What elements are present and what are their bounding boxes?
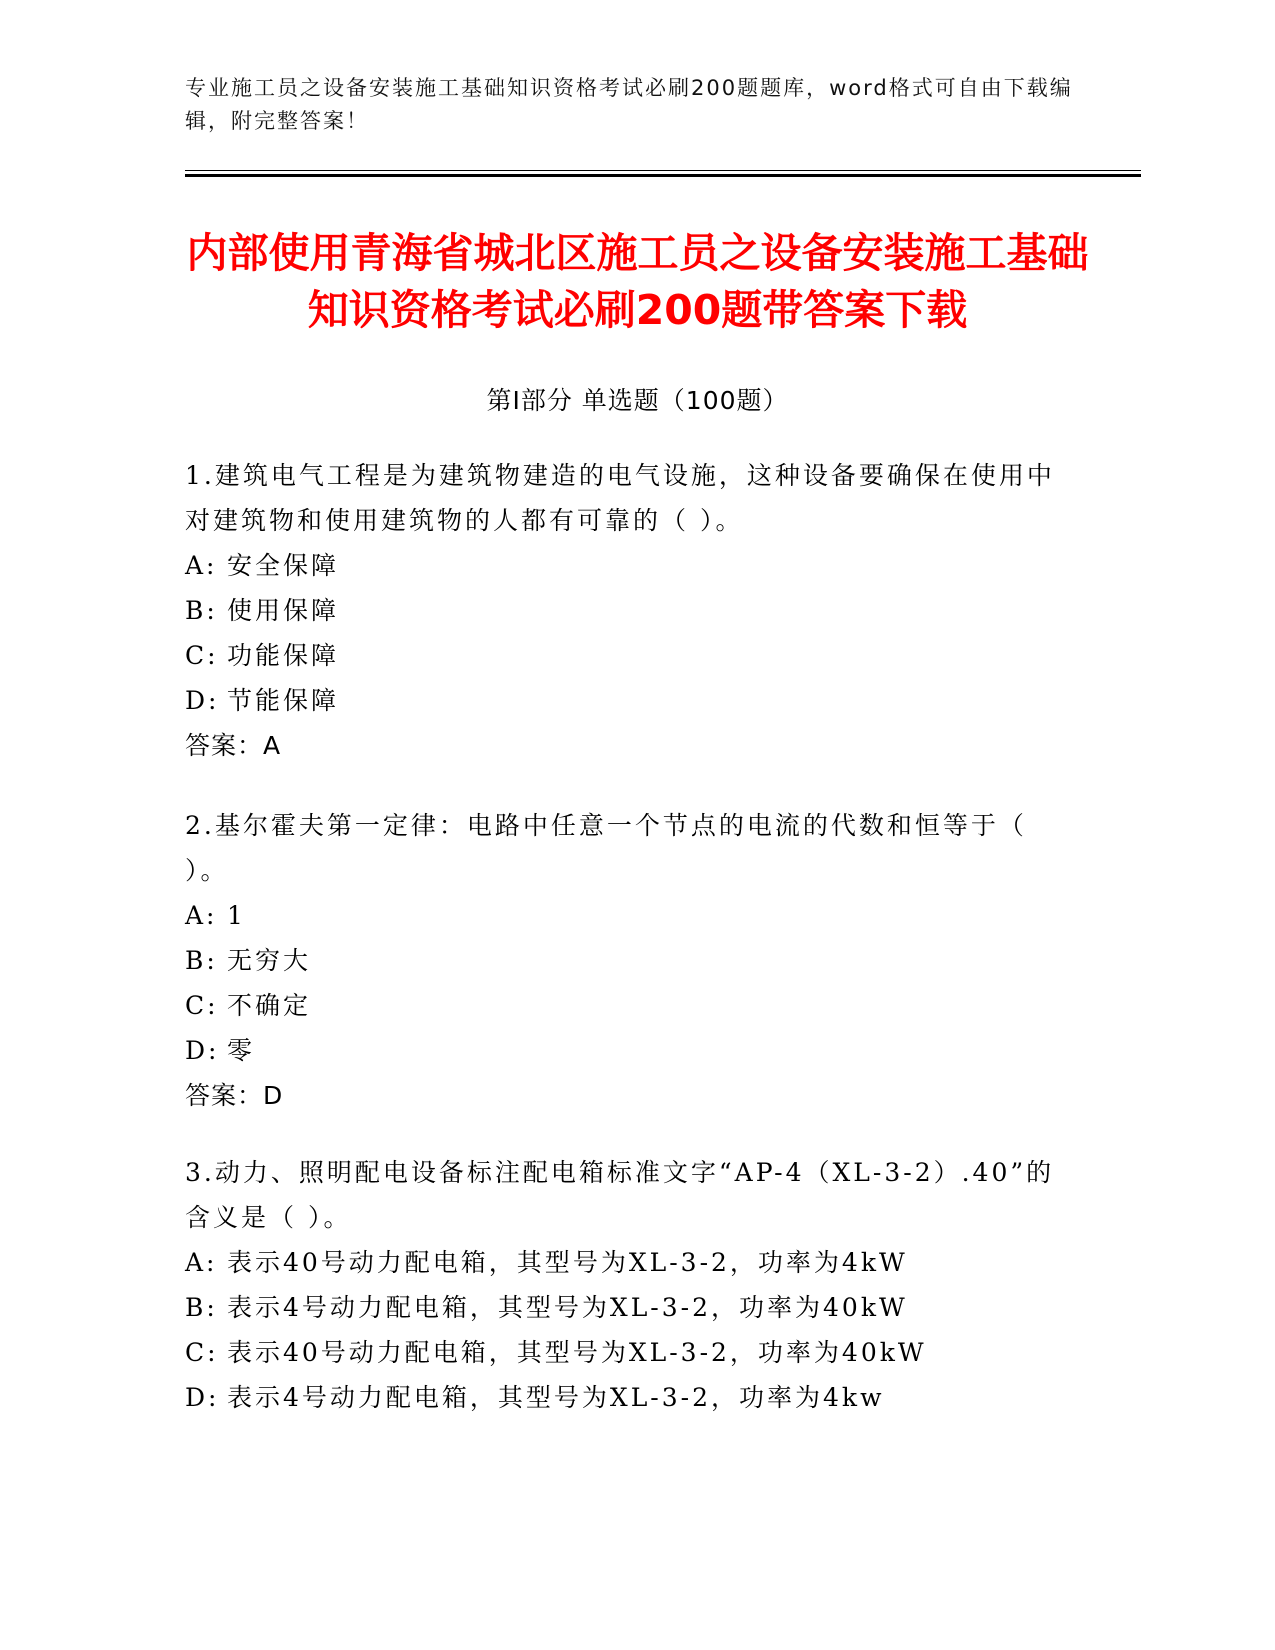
document-title: 内部使用青海省城北区施工员之设备安装施工基础知识资格考试必刷200题带答案下载	[186, 229, 1089, 334]
option-key: A:	[185, 551, 218, 580]
option-key: D:	[185, 686, 220, 715]
header-note: 专业施工员之设备安装施工基础知识资格考试必刷200题题库，word格式可自由下载编辑，附完整答案！	[185, 76, 1073, 133]
question-stem: 3.动力、照明配电设备标注配电箱标准文字“AP-4（XL-3-2）.40”的含义是（ ）。	[185, 1158, 1055, 1232]
option-text: 零	[227, 1036, 256, 1065]
option-text: 不确定	[227, 991, 312, 1020]
section-title: 第Ⅰ部分 单选题（100题）	[486, 386, 789, 415]
option-text: 表示4号动力配电箱，其型号为XL-3-2，功率为40kW	[227, 1293, 908, 1322]
question-option-b	[185, 938, 1080, 983]
option-key: A:	[185, 1248, 218, 1277]
header-rule-thick	[185, 174, 1141, 177]
question-stem: 2.基尔霍夫第一定律：电路中任意一个节点的电流的代数和恒等于（ ）。	[185, 811, 1027, 885]
option-text: 节能保障	[227, 686, 340, 715]
option-key: C:	[185, 991, 219, 1020]
question-answer: 答案：D	[185, 1081, 284, 1110]
option-text: 表示40号动力配电箱，其型号为XL-3-2，功率为40kW	[227, 1338, 927, 1367]
option-key: B:	[185, 596, 218, 625]
question-2	[185, 803, 1080, 1118]
question-3	[185, 1150, 1080, 1420]
option-text: 安全保障	[227, 551, 340, 580]
question-option-c	[185, 1330, 1080, 1375]
option-text: 功能保障	[227, 641, 340, 670]
option-key: C:	[185, 641, 219, 670]
question-option-d	[185, 1028, 1080, 1073]
option-key: C:	[185, 1338, 219, 1367]
option-text: 表示40号动力配电箱，其型号为XL-3-2，功率为4kW	[227, 1248, 908, 1277]
question-answer: 答案：A	[185, 731, 282, 760]
question-option-b	[185, 588, 1080, 633]
question-option-a	[185, 543, 1080, 588]
question-option-c	[185, 633, 1080, 678]
option-key: D:	[185, 1383, 220, 1412]
question-option-d	[185, 1375, 1080, 1420]
option-key: B:	[185, 1293, 218, 1322]
option-text: 1	[227, 901, 246, 930]
option-text: 无穷大	[227, 946, 312, 975]
question-option-d	[185, 678, 1080, 723]
question-option-c	[185, 983, 1080, 1028]
question-option-a	[185, 893, 1080, 938]
header-rule-thin	[185, 170, 1141, 171]
question-option-b	[185, 1285, 1080, 1330]
question-option-a	[185, 1240, 1080, 1285]
option-text: 表示4号动力配电箱，其型号为XL-3-2，功率为4kw	[227, 1383, 885, 1412]
option-key: B:	[185, 946, 218, 975]
question-1	[185, 453, 1080, 768]
option-key: D:	[185, 1036, 220, 1065]
option-text: 使用保障	[227, 596, 340, 625]
option-key: A:	[185, 901, 218, 930]
question-stem: 1.建筑电气工程是为建筑物建造的电气设施，这种设备要确保在使用中对建筑物和使用建筑物的人都有可靠的（ ）。	[185, 461, 1055, 535]
